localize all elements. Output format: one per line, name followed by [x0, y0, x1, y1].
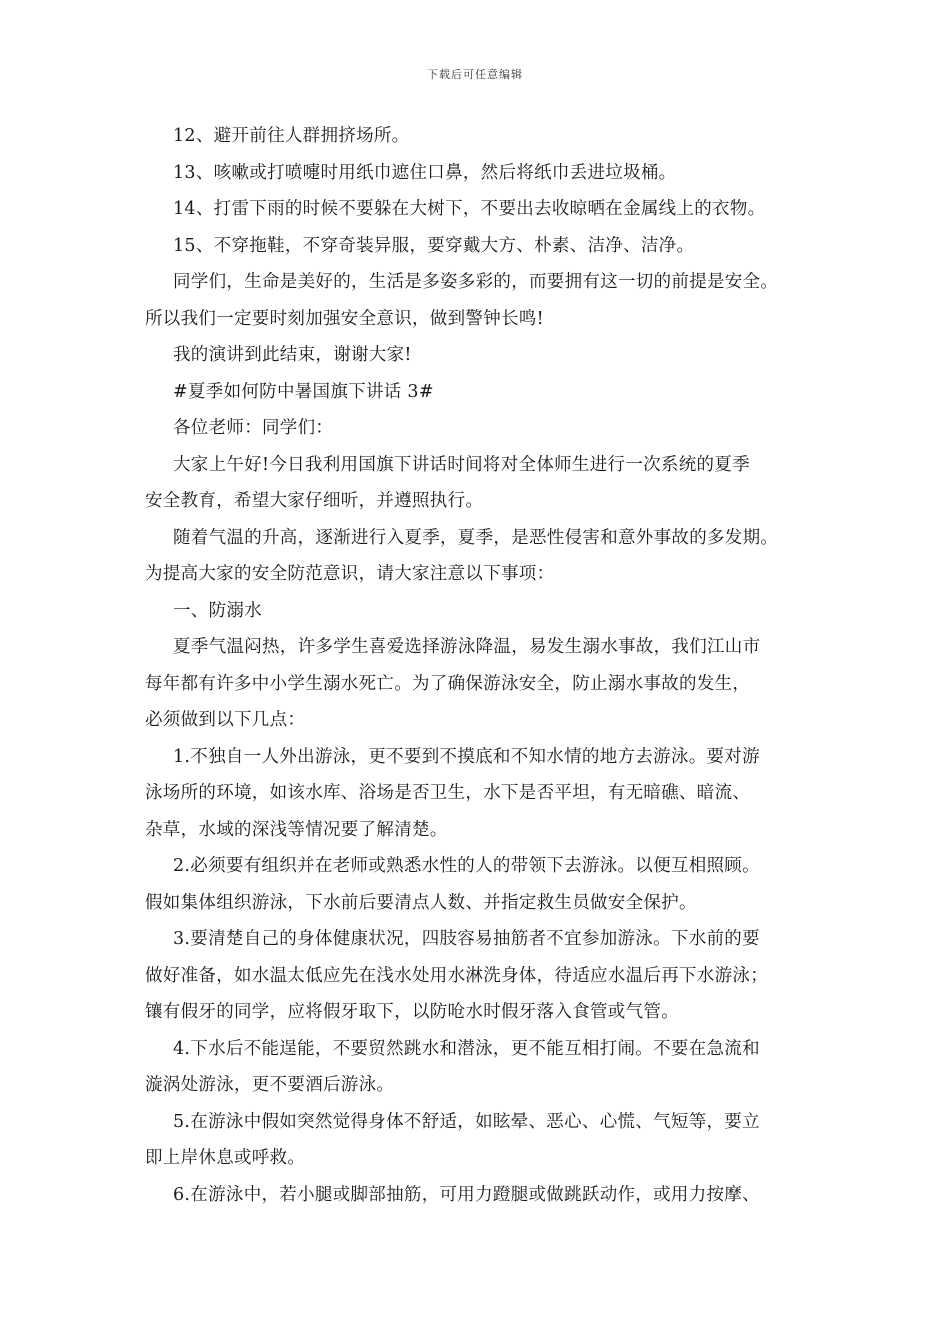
text-line: 2.必须要有组织并在老师或熟悉水性的人的带领下去游泳。以便互相照顾。: [173, 856, 760, 876]
text-line: 必须做到以下几点：: [145, 710, 306, 730]
text-line: 杂草，水域的深浅等情况要了解清楚。: [145, 819, 448, 840]
text-line: 各位老师：同学们：: [173, 418, 334, 438]
text-line: 3.要清楚自己的身体健康状况，四肢容易抽筋者不宜参加游泳。下水前的要: [173, 929, 760, 949]
text-line: 我的演讲到此结束，谢谢大家!: [173, 345, 412, 365]
text-line: 每年都有许多中小学生溺水死亡。为了确保游泳安全，防止溺水事故的发生，: [145, 673, 751, 694]
document-body: [145, 118, 815, 1213]
text-line: 13、咳嗽或打喷嚏时用纸巾遮住口鼻，然后将纸巾丢进垃圾桶。: [173, 162, 677, 183]
text-line: 随着气温的升高，逐渐进行入夏季，夏季，是恶性侵害和意外事故的多发期。: [173, 527, 779, 548]
header-note: 下载后可任意编辑: [427, 68, 523, 81]
text-line: 大家上午好!今日我利用国旗下讲话时间将对全体师生进行一次系统的夏季: [173, 454, 750, 475]
text-line: 所以我们一定要时刻加强安全意识，做到警钟长鸣!: [145, 308, 544, 329]
text-line: 1.不独自一人外出游泳，更不要到不摸底和不知水情的地方去游泳。要对游: [173, 746, 760, 767]
text-line: 15、不穿拖鞋，不穿奇装异服，要穿戴大方、朴素、洁净、洁净。: [173, 235, 695, 256]
text-line: 4.下水后不能逞能，不要贸然跳水和潜泳，更不能互相打闹。不要在急流和: [173, 1038, 760, 1059]
text-line: #夏季如何防中暑国旗下讲话 3#: [173, 381, 434, 402]
text-line: 同学们，生命是美好的，生活是多姿多彩的，而要拥有这一切的前提是安全。: [173, 272, 779, 292]
text-line: 即上岸休息或呼救。: [145, 1148, 306, 1168]
text-line: 14、打雷下雨的时候不要躲在大树下，不要出去收晾晒在金属线上的衣物。: [173, 199, 766, 219]
text-line: 12、避开前往人群拥挤场所。: [173, 126, 410, 146]
text-line: 安全教育，希望大家仔细听，并遵照执行。: [145, 491, 484, 511]
text-line: 做好准备，如水温太低应先在浅水处用水淋洗身体，待适应水温后再下水游泳；: [145, 965, 768, 986]
text-line: 漩涡处游泳，更不要酒后游泳。: [145, 1075, 395, 1095]
text-line: 泳场所的环境，如该水库、浴场是否卫生，水下是否平坦，有无暗礁、暗流、: [145, 783, 751, 803]
text-line: 6.在游泳中，若小腿或脚部抽筋，可用力蹬腿或做跳跃动作，或用力按摩、: [173, 1184, 760, 1205]
text-line: 5.在游泳中假如突然觉得身体不舒适，如眩晕、恶心、心慌、气短等，要立: [173, 1111, 760, 1132]
text-line: 假如集体组织游泳，下水前后要清点人数、并指定救生员做安全保护。: [145, 892, 697, 913]
text-line: 夏季气温闷热，许多学生喜爱选择游泳降温，易发生溺水事故，我们江山市: [173, 637, 761, 657]
text-line: 镶有假牙的同学，应将假牙取下，以防呛水时假牙落入食管或气管。: [145, 1002, 679, 1022]
text-line: 为提高大家的安全防范意识，请大家注意以下事项：: [145, 564, 555, 584]
text-line: 一、防溺水: [173, 600, 262, 621]
